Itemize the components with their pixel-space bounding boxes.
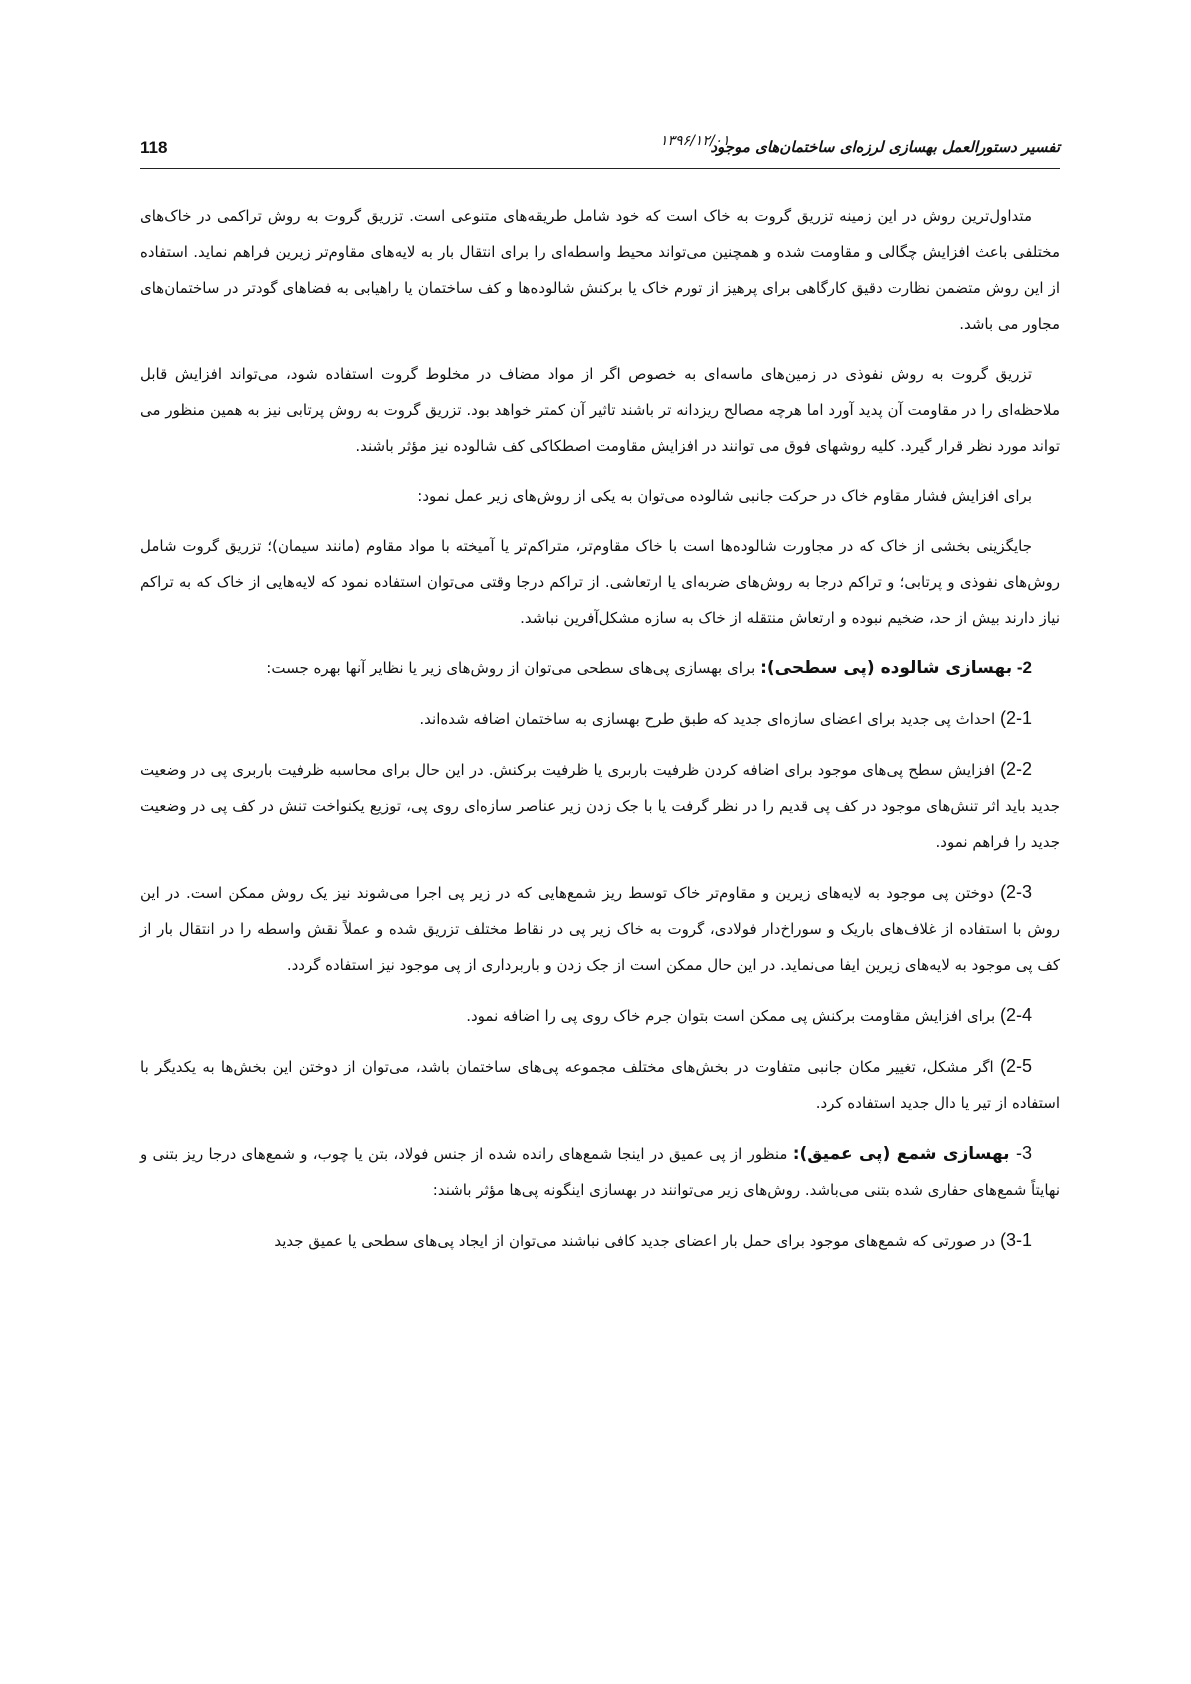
item-number: 2-3) [999,882,1032,902]
item-number: 2-5) [999,1056,1032,1076]
section-text: برای بهسازی پی‌های سطحی می‌توان از روش‌های زیر یا نظایر آنها بهره جست: [266,659,761,677]
item-number: 2-4) [999,1005,1032,1025]
header-date: ۱۳۹۶/۱۲/۰۱ [660,133,730,149]
section-heading-foundation [140,650,1060,686]
page-number: 118 [140,138,168,157]
paragraph: جایگزینی بخشی از خاک که در مجاورت شالوده‌ها است با خاک مقاوم‌تر، متراکم‌تر یا آمیخته با مواد مقاوم (مانند سیمان)؛ تزریق گروت شامل روش‌های نفوذی و پرتابی؛ و تراکم درجا به روش‌های ضربه‌ای یا ارتعاشی. از تراکم درجا وقتی می‌توان استفاده نمود که لایه‌هایی از خاک که به تراکم نیاز دارند بیش از حد، ضخیم نبوده و ارتعاش منتقله از خاک به سازه مشکل‌آفرین نباشد. [140,537,1060,627]
header-divider [140,168,1060,169]
list-item [140,997,1060,1034]
item-number: 3-1) [999,1230,1032,1250]
item-text: دوختن پی موجود به لایه‌های زیرین و مقاوم‌تر خاک توسط ریز شمع‌هایی که در زیر پی اجرا می‌شوند نیز یک روش ممکن است. در این روش با استفاده از غلاف‌های باریک و سوراخ‌دار فولادی، گروت به خاک زیر پی در نقاط مختلف تزریق شده و عملاً نقش واسطه را در انتقال بار از کف پی موجود به لایه‌های زیرین ایفا می‌نماید. در این حال ممکن است از جک زدن و باربرداری از پی موجود نیز استفاده گردد. [140,884,1060,974]
list-item [140,1222,1060,1259]
item-number: 2-1) [999,708,1032,728]
paragraph: تزریق گروت به روش نفوذی در زمین‌های ماسه‌ای به خصوص اگر از مواد مضاف در مخلوط گروت استفاده شود، می‌تواند افزایش قابل ملاحظه‌ای را در مقاومت آن پدید آورد اما هرچه مصالح ریزدانه تر باشند تاثیر آن کمتر خواهد بود. تزریق گروت به روش پرتابی نیز به همین منظور می تواند مورد نظر قرار گیرد. کلیه روشهای فوق می توانند در افزایش مقاومت اصطکاکی کف شالوده نیز مؤثر باشند. [140,365,1060,455]
item-text: در صورتی که شمع‌های موجود برای حمل بار اعضای جدید کافی نباشند می‌توان از ایجاد پی‌های سطحی یا عمیق جدید [274,1232,1000,1250]
page-header [140,130,1060,164]
section-label: بهسازی شمع (پی عمیق): [792,1144,1016,1164]
list-item [140,874,1060,983]
section-number: 2- [1016,658,1032,677]
item-text: افزایش سطح پی‌های موجود برای اضافه کردن ظرفیت باربری یا ظرفیت برکنش. در این حال برای محاسبه ظرفیت باربری پی در وضعیت جدید باید اثر تنش‌های موجود در کف پی قدیم را در نظر گرفت یا با جک زدن زیر عناصر سازه‌ای روی پی، توزیع یکنواخت تنش در کف پی در وضعیت جدید را فراهم نمود. [140,761,1060,851]
list-item [140,700,1060,737]
running-title: تفسیر دستورالعمل بهسازی لرزه‌ای ساختمان‌های موجود [710,138,1060,156]
list-item [140,1048,1060,1121]
item-text: احداث پی جدید برای اعضای سازه‌ای جدید که طبق طرح بهسازی به ساختمان اضافه شده‌اند. [419,710,1000,728]
item-text: برای افزایش مقاومت برکنش پی ممکن است بتوان جرم خاک روی پی را اضافه نمود. [466,1007,1000,1025]
section-label: بهسازی شالوده (پی سطحی): [760,658,1013,678]
paragraph: متداول‌ترین روش در این زمینه تزریق گروت به خاک است که خود شامل طریقه‌های متنوعی است. تزریق گروت به روش تراکمی در خاک‌های مختلفی باعث افزایش چگالی و مقاومت شده و همچنین می‌تواند محیط واسطه‌ای را برای انتقال بار به لایه‌های مقاوم‌تر زیرین فراهم نماید. استفاده از این روش متضمن نظارت دقیق کارگاهی برای پرهیز از تورم خاک یا برکنش شالوده‌ها و کف ساختمان یا راهیابی به فضاهای گودتر در ساختمان‌های مجاور می باشد. [140,207,1060,333]
body-text [140,198,1060,1273]
section-number: 3- [1015,1143,1032,1163]
paragraph: برای افزایش فشار مقاوم خاک در حرکت جانبی شالوده می‌توان به یکی از روش‌های زیر عمل نمود: [417,487,1032,505]
item-number: 2-2) [999,759,1032,779]
list-item [140,751,1060,860]
section-text: منظور از پی عمیق در اینجا شمع‌های رانده شده از جنس فولاد، بتن یا چوب، و شمع‌های درجا ریز بتنی و نهایتاً شمع‌های حفاری شده بتنی می‌باشد. روش‌های زیر می‌توانند در بهسازی اینگونه پی‌ها مؤثر باشند: [140,1145,1060,1199]
item-text: اگر مشکل، تغییر مکان جانبی متفاوت در بخش‌های مختلف مجموعه پی‌های ساختمان باشد، می‌توان از دوختن این بخش‌ها به یکدیگر با استفاده از تیر یا دال جدید استفاده کرد. [140,1058,1060,1112]
section-heading-pile [140,1135,1060,1208]
